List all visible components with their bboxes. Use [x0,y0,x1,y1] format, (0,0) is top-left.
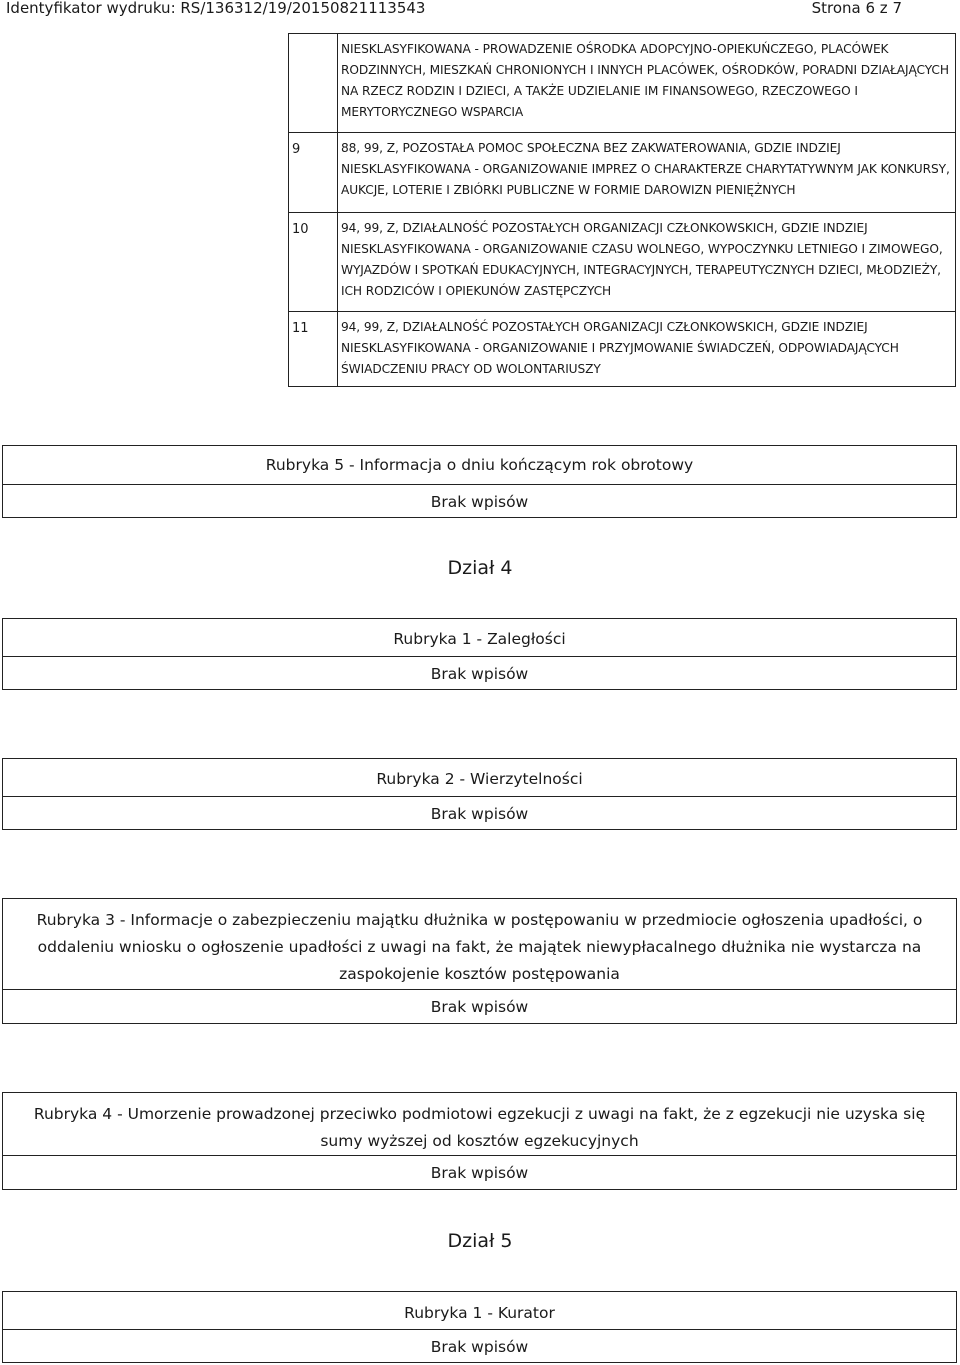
rubryka-value: Brak wpisów [3,656,956,689]
print-identifier: Identyfikator wydruku: RS/136312/19/20150821113543 [6,0,426,17]
section-title: Dział 5 [447,1230,513,1252]
rubryka-title: Rubryka 5 - Informacja o dniu kończącym rok obrotowy [265,456,694,474]
rubryka-value: Brak wpisów [3,989,956,1023]
section-title: Dział 4 [447,557,513,579]
row-description: 94, 99, Z, DZIAŁALNOŚĆ POZOSTAŁYCH ORGANIZACJI CZŁONKOWSKICH, GDZIE INDZIEJ NIESKLASYFIKOWANA - ORGANIZOWANIE I PRZYJMOWANIE ŚWIADCZEŃ, ODPOWIADAJĄCYCH ŚWIADCZENIU PRACY OD WOLONTARIUSZY [338,312,956,387]
rubryka-value: Brak wpisów [3,1155,956,1189]
row-description: NIESKLASYFIKOWANA - PROWADZENIE OŚRODKA ADOPCYJNO-OPIEKUŃCZEGO, PLACÓWEK RODZINNYCH, MIESZKAŃ CHRONIONYCH I INNYCH PLACÓWEK, OŚRODKÓW, PORADNI DZIAŁAJĄCYCH NA RZECZ RODZIN I DZIECI, A TAKŻE UDZIELANIE IM FINANSOWEGO, RZECZOWEGO I MERYTORYCZNEGO WSPARCIA [338,34,956,133]
table-row [289,213,956,312]
rubryka-title: Rubryka 3 - Informacje o zabezpieczeniu majątku dłużnika w postępowaniu w przedmiocie ogłoszenia upadłości, o oddaleniu wniosku o ogłoszenie upadłości z uwagi na fakt, że majątek niewypłacalnego dłużnika nie wystarcza na zaspokojenie kosztów postępowania [36,911,923,983]
row-number: 9 [289,133,338,213]
page-number: Strona 6 z 7 [811,0,902,17]
rubryka-title: Rubryka 2 - Wierzytelności [376,770,583,788]
table-row [289,312,956,387]
rubryka-value: Brak wpisów [3,796,956,829]
rubryka-box [2,1092,957,1190]
rubryka-title: Rubryka 1 - Kurator [404,1304,555,1322]
rubryka-value: Brak wpisów [3,1329,956,1362]
row-description: 94, 99, Z, DZIAŁALNOŚĆ POZOSTAŁYCH ORGANIZACJI CZŁONKOWSKICH, GDZIE INDZIEJ NIESKLASYFIKOWANA - ORGANIZOWANIE CZASU WOLNEGO, WYPOCZYNKU LETNIEGO I ZIMOWEGO, WYJAZDÓW I SPOTKAŃ EDUKACYJNYCH, INTEGRACYJNYCH, TERAPEUTYCZNYCH DZIECI, MŁODZIEŻY, ICH RODZICÓW I OPIEKUNÓW ZASTĘPCZYCH [338,213,956,312]
rubryka-box [2,1291,957,1363]
row-number: 10 [289,213,338,312]
pkd-table [288,33,956,387]
row-number: 11 [289,312,338,387]
rubryka-box [2,898,957,1024]
table-row [289,34,956,133]
table-row [289,133,956,213]
rubryka-5-box [2,445,957,518]
rubryka-box [2,758,957,830]
row-number [289,34,338,133]
rubryka-box [2,618,957,690]
rubryka-title: Rubryka 1 - Zaległości [393,630,566,648]
row-description: 88, 99, Z, POZOSTAŁA POMOC SPOŁECZNA BEZ ZAKWATEROWANIA, GDZIE INDZIEJ NIESKLASYFIKOWANA - ORGANIZOWANIE IMPREZ O CHARAKTERZE CHARYTATYWNYM JAK KONKURSY, AUKCJE, LOTERIE I ZBIÓRKI PUBLICZNE W FORMIE DAROWIZN PIENIĘŻNYCH [338,133,956,213]
rubryka-title: Rubryka 4 - Umorzenie prowadzonej przeciwko podmiotowi egzekucji z uwagi na fakt, że z egzekucji nie uzyska się sumy wyższej od kosztów egzekucyjnych [33,1105,926,1150]
rubryka-value: Brak wpisów [3,484,956,517]
